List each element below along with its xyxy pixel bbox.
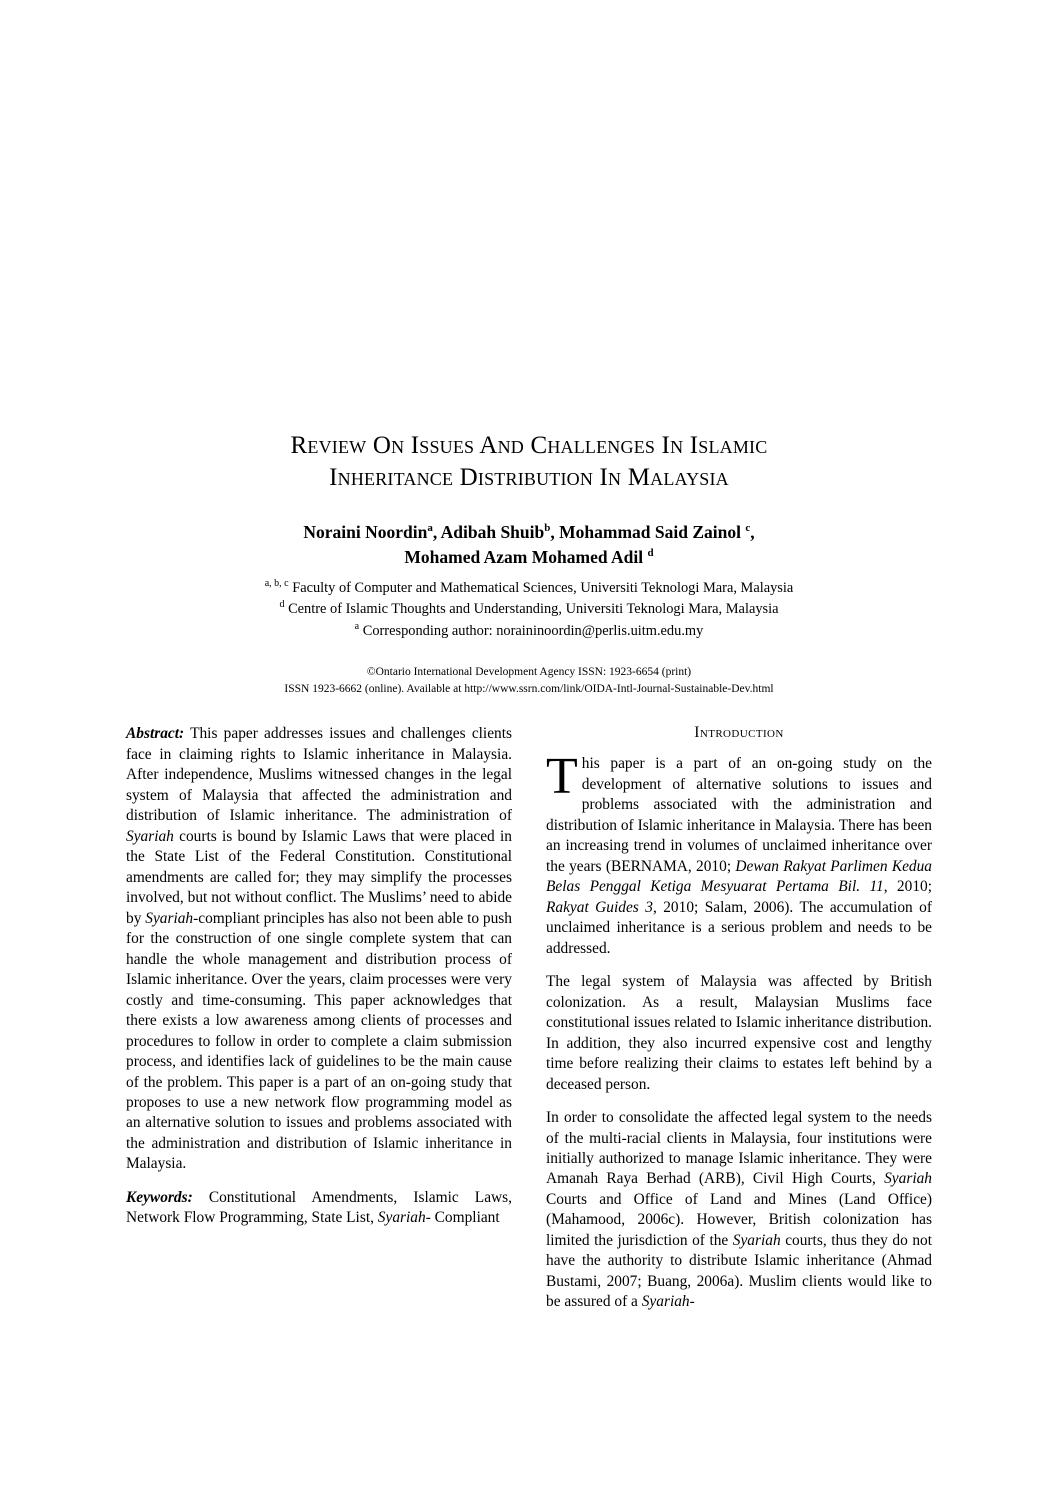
title-line-1: Review On Issues And Challenges In Islamic — [290, 432, 768, 459]
keywords-label: Keywords: — [126, 1188, 193, 1206]
keywords-paragraph — [126, 1188, 512, 1229]
intro-paragraph-2: The legal system of Malaysia was affected by British colonization. As a result, Malaysian Muslims face constitutional issues related to Islamic inheritance distribution. In addition, they also incurred expensive cost and lengthy time before realizing their claims to estates left behind by a deceased person. — [546, 973, 932, 1093]
abstract-text: This paper addresses issues and challenges clients face in claiming rights to Islamic inheritance in Malaysia. After independence, Muslims witnessed changes in the legal system of Malaysia that affected the administration and distribution of Islamic inheritance. The administration of Syariah courts is bound by Islamic Laws that were placed in the State List of the Federal Constitution. Constitutional amendments are called for; they may simplify the processes involved, but not without conflict. The Muslims’ need to abide by Syariah-compliant principles has also not been able to push for the construction of one single complete system that can handle the whole management and distribution process of Islamic inheritance. Over the years, claim processes were very costly and time-consuming. This paper acknowledges that there exists a low awareness among clients of processes and procedures to follow in order to complete a claim submission process, and identifies lack of guidelines to be the main cause of the problem. This paper is a part of an on-going study that proposes to use a new network flow programming model as an alternative solution to issues and problems associated with the administration and distribution of Islamic inheritance in Malaysia. — [126, 725, 512, 1173]
page-title — [126, 430, 932, 494]
drop-cap: T — [546, 748, 578, 806]
left-column — [126, 724, 512, 1326]
section-heading-introduction: Introduction — [694, 724, 784, 742]
right-column — [546, 724, 932, 1326]
affiliation-2: $^d$ Centre of Islamic Thoughts and Understanding, Universiti Teknologi Mara, Malaysia — [279, 599, 779, 618]
affiliation-1: $^{a, b, c}$ Faculty of Computer and Mathematical Sciences, Universiti Teknologi Mara, Malaysia — [264, 577, 794, 596]
affiliations — [126, 577, 932, 642]
title-line-2: Inheritance Distribution In Malaysia — [329, 464, 729, 491]
journal-line-2: ISSN 1923-6662 (online). Available at http://www.ssrn.com/link/OIDA-Intl-Journal-Sustainable-Dev.html — [284, 683, 774, 696]
paper-content — [126, 430, 932, 1326]
intro-paragraph-3: In order to consolidate the affected legal system to the needs of the multi-racial clients in Malaysia, four institutions were initially authorized to manage Islamic inheritance. They were Amanah Raya Berhad (ARB), Civil High Courts, Syariah Courts and Office of Land and Mines (Land Office) (Mahamood, 2006c). However, British colonization has limited the jurisdiction of the Syariah courts, thus they do not have the authority to distribute Islamic inheritance (Ahmad Bustami, 2007; Buang, 2006a). Muslim clients would like to be assured of a Syariah- — [546, 1109, 932, 1311]
intro-paragraph-1 — [546, 748, 932, 959]
keywords-text: Constitutional Amendments, Islamic Laws, Network Flow Programming, State List, Syariah- Compliant — [126, 1188, 512, 1227]
abstract-label: Abstract: — [126, 725, 185, 743]
intro-paragraph-1-text: his paper is a part of an on-going study on the development of alternative solutions to issues and problems associated with the administration and distribution of Islamic inheritance in Malaysia. There has been an increasing trend in volumes of unclaimed inheritance over the years (BERNAMA, 2010; Dewan Rakyat Parlimen Kedua Belas Penggal Ketiga Mesyuarat Pertama Bil. 11, 2010; Rakyat Guides 3, 2010; Salam, 2006). The accumulation of unclaimed inheritance is a serious problem and needs to be addressed. — [546, 755, 932, 957]
author-list — [126, 520, 932, 571]
abstract-paragraph — [126, 724, 512, 1175]
author-line-1: Noraini Noordin$^a$, Adibah Shuib$^b$, Mohammad Said Zainol $^c$, — [303, 522, 755, 542]
journal-imprint — [126, 664, 932, 699]
journal-line-1: ©Ontario International Development Agency ISSN: 1923-6654 (print) — [366, 665, 692, 678]
author-line-2: Mohamed Azam Mohamed Adil $^d$ — [404, 547, 654, 568]
body-columns — [126, 724, 932, 1326]
corresponding-author: $^a$ Corresponding author: noraininoordin@perlis.uitm.edu.my — [354, 621, 704, 639]
